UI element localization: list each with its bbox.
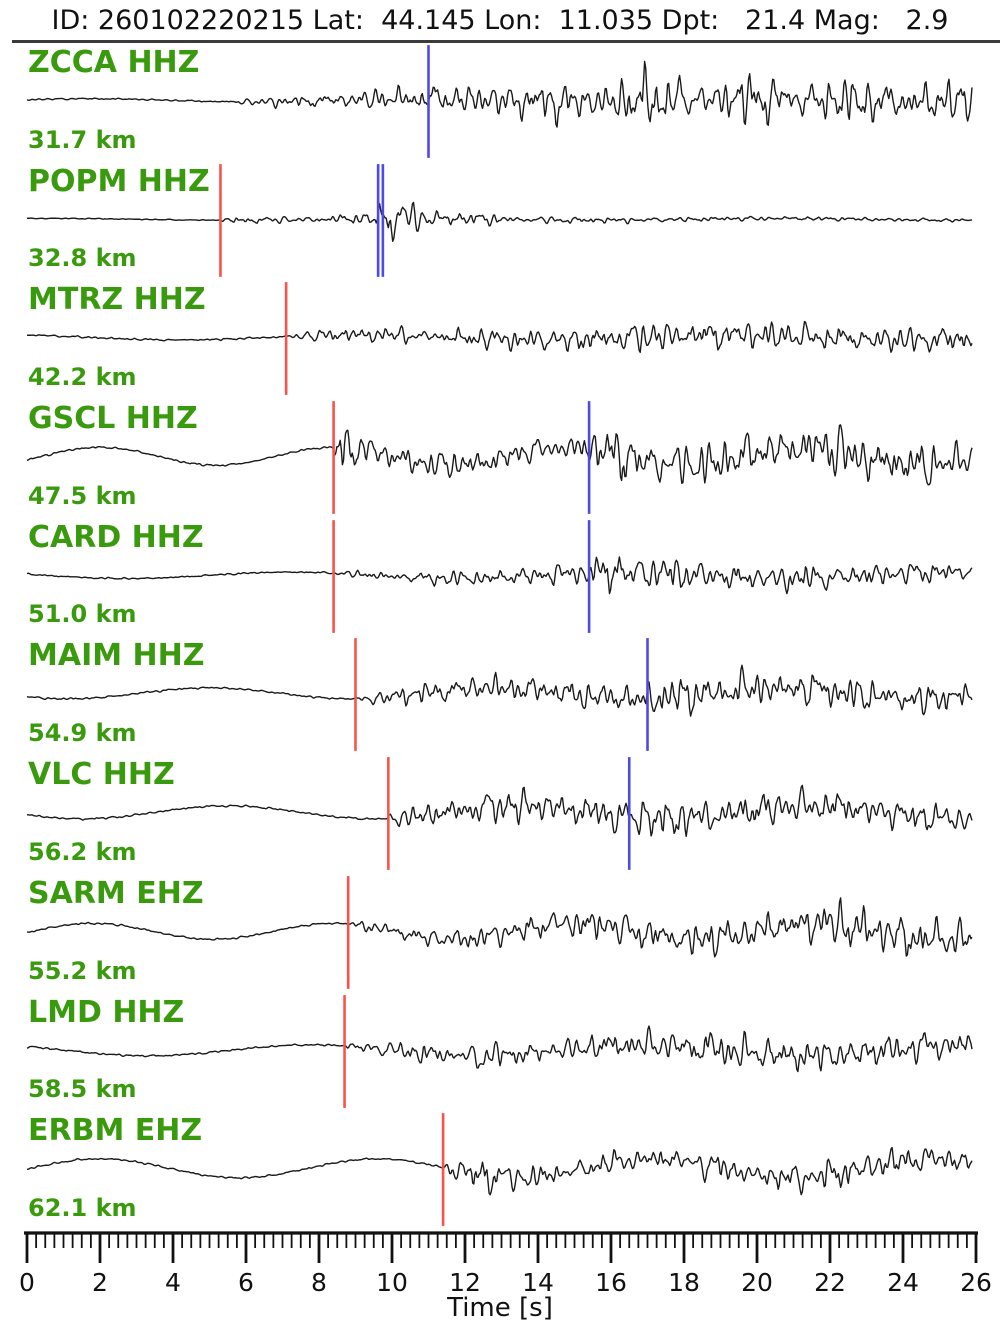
- distance-label: 42.2 km: [28, 363, 137, 392]
- trace-row: [0, 754, 1000, 873]
- figure-title: ID: 260102220215 Lat: 44.145 Lon: 11.035 Dpt: 21.4 Mag: 2.9: [51, 5, 949, 36]
- axis-tick-label: 0: [19, 1268, 35, 1297]
- station-label: GSCL HHZ: [28, 401, 198, 437]
- waveform-path: [27, 202, 972, 241]
- waveform-path: [27, 1026, 972, 1072]
- station-label: MTRZ HHZ: [28, 282, 206, 318]
- distance-label: 62.1 km: [28, 1193, 137, 1222]
- station-label: MAIM HHZ: [28, 638, 205, 674]
- axis-tick-label: 4: [165, 1268, 181, 1297]
- trace-row: [0, 279, 1000, 398]
- station-label: CARD HHZ: [28, 519, 204, 555]
- distance-label: 56.2 km: [28, 837, 137, 866]
- station-label: ERBM EHZ: [28, 1113, 203, 1149]
- axis-tick-label: 12: [449, 1268, 481, 1297]
- waveform-path: [27, 785, 972, 836]
- axis-tick-label: 20: [741, 1268, 773, 1297]
- trace-rows: [0, 42, 1000, 1229]
- trace-row: [0, 398, 1000, 517]
- station-label: LMD HHZ: [28, 994, 185, 1030]
- axis-tick-label: 18: [668, 1268, 700, 1297]
- trace-row: [0, 873, 1000, 992]
- trace-row: [0, 1110, 1000, 1229]
- time-axis: [0, 1229, 1000, 1299]
- axis-tick-label: 10: [376, 1268, 408, 1297]
- axis-tick-label: 8: [311, 1268, 327, 1297]
- trace-row: [0, 517, 1000, 636]
- axis-tick-label: 2: [92, 1268, 108, 1297]
- axis-tick-label: 6: [238, 1268, 254, 1297]
- axis-tick-label: 22: [814, 1268, 846, 1297]
- trace-row: [0, 161, 1000, 280]
- distance-label: 32.8 km: [28, 244, 137, 273]
- trace-row: [0, 992, 1000, 1111]
- station-label: VLC HHZ: [28, 757, 175, 793]
- distance-label: 51.0 km: [28, 600, 137, 629]
- axis-tick-label: 16: [595, 1268, 627, 1297]
- distance-label: 47.5 km: [28, 481, 137, 510]
- waveform-path: [27, 1148, 972, 1195]
- distance-label: 31.7 km: [28, 125, 137, 154]
- station-label: ZCCA HHZ: [28, 45, 200, 80]
- station-label: SARM EHZ: [28, 875, 204, 911]
- distance-label: 55.2 km: [28, 956, 137, 985]
- axis-tick-label: 26: [960, 1268, 992, 1297]
- time-axis-label: Time [s]: [447, 1293, 553, 1323]
- waveform-path: [27, 322, 972, 353]
- waveform-path: [27, 557, 972, 594]
- axis-tick-label: 14: [522, 1268, 554, 1297]
- distance-label: 58.5 km: [28, 1075, 137, 1104]
- trace-row: [0, 42, 1000, 161]
- trace-row: [0, 635, 1000, 754]
- waveform-path: [27, 666, 972, 717]
- station-label: POPM HHZ: [28, 163, 210, 199]
- axis-tick-label: 24: [887, 1268, 919, 1297]
- distance-label: 54.9 km: [28, 719, 137, 748]
